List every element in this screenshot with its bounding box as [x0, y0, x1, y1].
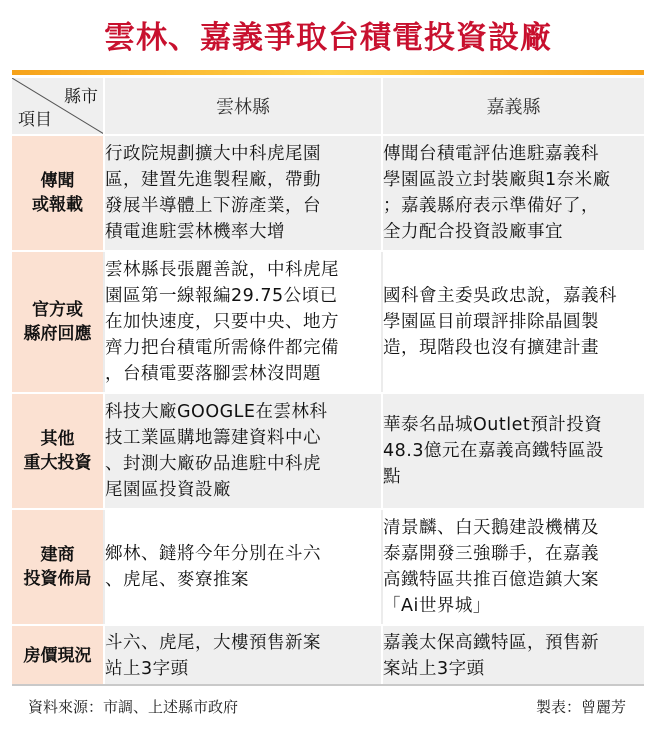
table-row	[12, 509, 644, 625]
cell-line: 國科會主委吳政忠說，嘉義科	[383, 286, 617, 306]
cell-line: 發展半導體上下游產業，台	[105, 196, 321, 216]
cell-line: ；嘉義縣府表示準備好了，	[383, 196, 599, 216]
header-row	[12, 78, 644, 135]
comparison-table	[12, 78, 644, 688]
cell-chiayi	[382, 625, 644, 687]
cell-line: 泰嘉開發三強聯手，在嘉義	[383, 544, 599, 564]
footer	[0, 684, 656, 732]
cell-line: 站上3字頭	[105, 659, 189, 679]
cell-line: ，台積電要落腳雲林沒問題	[105, 364, 321, 384]
cell-line: 齊力把台積電所需條件都完備	[105, 338, 339, 358]
table-row	[12, 625, 644, 687]
cell-line: 雲林縣長張麗善說，中科虎尾	[105, 260, 339, 280]
cell-line: 全力配合投資設廠事宜	[383, 222, 563, 242]
cell-chiayi	[382, 393, 644, 509]
cell-chiayi	[382, 135, 644, 251]
row-category	[12, 135, 104, 251]
row-category	[12, 509, 104, 625]
cell-line: 華泰名品城Outlet預計投資	[383, 415, 603, 435]
category-line: 投資佈局	[23, 569, 92, 589]
category-line: 傳聞	[40, 171, 75, 191]
cell-line: 學園區設立封裝廠與1奈米廠	[383, 170, 611, 190]
row-category	[12, 625, 104, 687]
cell-line: 鄉林、鐽將今年分別在斗六	[105, 544, 321, 564]
category-line: 建商	[40, 545, 75, 565]
table-row	[12, 393, 644, 509]
cell-line: 科技大廠GOOGLE在雲林科	[105, 402, 328, 422]
category-line: 房價現況	[23, 646, 92, 666]
category-line: 官方或	[32, 300, 83, 320]
cell-line: 尾園區投資設廠	[105, 480, 231, 500]
footer-divider	[12, 684, 644, 686]
table-row	[12, 135, 644, 251]
cell-line: 、封測大廠矽品進駐中科虎	[105, 454, 321, 474]
cell-line: 行政院規劃擴大中科虎尾園	[105, 144, 321, 164]
cell-line: 傳聞台積電評估進駐嘉義科	[383, 144, 599, 164]
cell-line: 技工業區購地籌建資料中心	[105, 428, 321, 448]
cell-line: 嘉義太保高鐵特區，預售新	[383, 633, 599, 653]
cell-chiayi	[382, 509, 644, 625]
table-row	[12, 251, 644, 393]
corner-county-label: 縣市	[64, 87, 98, 107]
corner-item-label: 項目	[18, 110, 52, 130]
cell-line: 案站上3字頭	[383, 659, 485, 679]
row-category	[12, 251, 104, 393]
title-divider	[12, 70, 644, 75]
category-line: 重大投資	[23, 453, 92, 473]
category-line: 或報載	[32, 195, 83, 215]
page-title: 雲林、嘉義爭取台積電投資設廠	[104, 20, 552, 56]
cell-line: 點	[383, 467, 401, 487]
cell-yunlin	[104, 393, 382, 509]
column-header-yunlin: 雲林縣	[104, 78, 382, 135]
cell-chiayi	[382, 251, 644, 393]
cell-line: 48.3億元在嘉義高鐵特區設	[383, 441, 604, 461]
category-line: 其他	[40, 429, 75, 449]
author-credit: 製表：曾麗芳	[535, 698, 626, 716]
cell-yunlin	[104, 135, 382, 251]
source-note: 資料來源：市調、上述縣市政府	[28, 698, 239, 716]
cell-line: 在加快速度，只要中央、地方	[105, 312, 339, 332]
corner-cell	[12, 78, 104, 135]
cell-line: 清景麟、白天鵝建設機構及	[383, 518, 599, 538]
cell-line: 積電進駐雲林機率大增	[105, 222, 285, 242]
column-header-chiayi: 嘉義縣	[382, 78, 644, 135]
cell-yunlin	[104, 625, 382, 687]
row-category	[12, 393, 104, 509]
cell-line: 高鐵特區共推百億造鎮大案	[383, 570, 599, 590]
cell-line: 造，現階段也沒有擴建計畫	[383, 338, 599, 358]
category-line: 縣府回應	[23, 324, 92, 344]
cell-yunlin	[104, 509, 382, 625]
cell-line: 、虎尾、麥寮推案	[105, 570, 249, 590]
cell-line: 「Ai世界城」	[383, 596, 491, 616]
cell-yunlin	[104, 251, 382, 393]
cell-line: 斗六、虎尾，大樓預售新案	[105, 633, 321, 653]
cell-line: 園區第一線報編29.75公頃已	[105, 286, 338, 306]
cell-line: 區，建置先進製程廠，帶動	[105, 170, 321, 190]
table-body	[12, 135, 644, 687]
cell-line: 學園區目前環評排除晶圓製	[383, 312, 599, 332]
